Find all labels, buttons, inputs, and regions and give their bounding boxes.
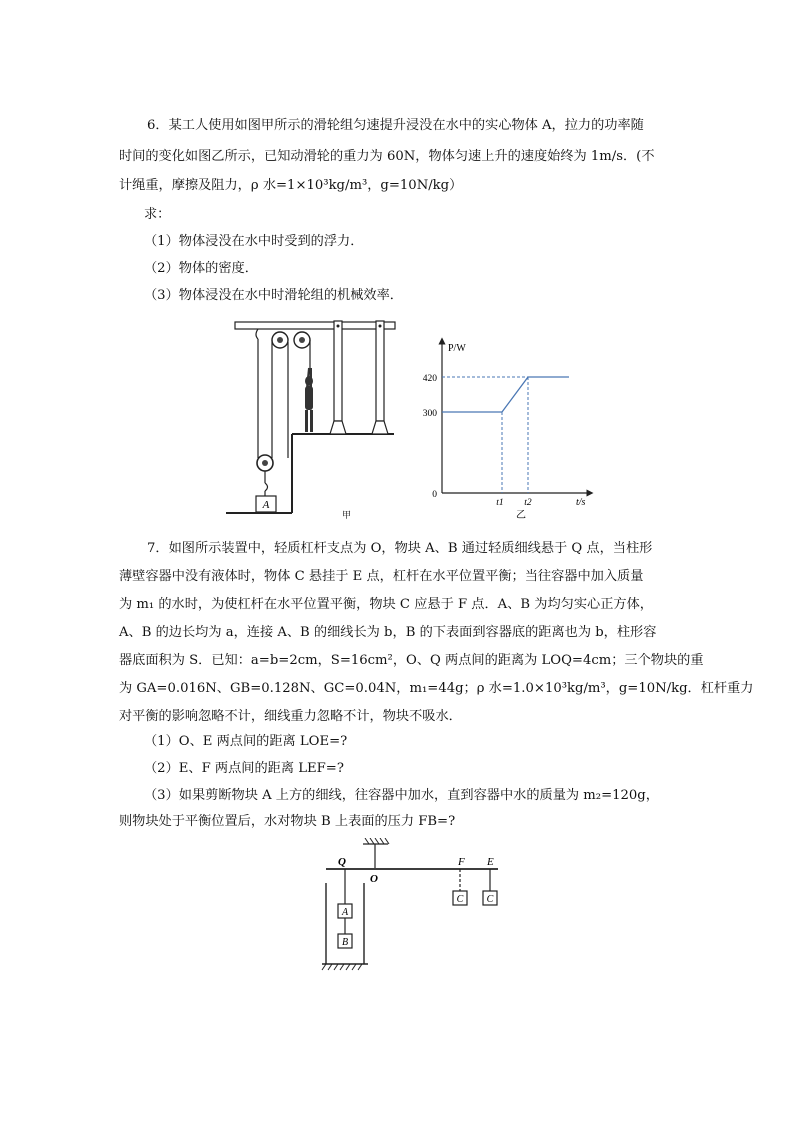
y-tick-420: 420 [422,374,437,384]
top-beam [235,322,395,329]
block-a-label: A [262,499,270,511]
figure-jia-pulley-system [222,318,402,528]
q7-line7: 对平衡的影响忽略不计，细线重力忽略不计，物块不吸水． [119,709,462,724]
q7-line1: 7．如图所示装置中，轻质杠杆支点为 O，物块 A、B 通过轻质细线悬于 Q 点，当柱形 [147,541,653,556]
worker-figure [305,368,313,432]
figure-yi-power-time-chart [412,335,602,525]
point-o-label: O [370,873,378,885]
q7-line2: 薄壁容器中没有液体时，物体 C 悬挂于 E 点，杠杆在水平位置平衡；当往容器中加入质量 [119,569,644,584]
x-tick-t2: t2 [524,498,532,508]
point-f-label: F [458,856,465,868]
y-tick-0: 0 [432,490,437,500]
post-left [334,321,342,421]
point-e-label: E [487,856,494,868]
block-c-at-f-label: C [456,894,464,905]
q6-sub2: （2）物体的密度． [144,261,258,276]
q6-line2: 时间的变化如图乙所示，已知动滑轮的重力为 60N，物体匀速上升的速度始终为 1m/s．(不 [119,149,655,164]
q7-line6: 为 GA=0.016N、GB=0.128N、GC=0.04N，m₁=44g；ρ 水=1.0×10³kg/m³，g=10N/kg．杠杆重力 [119,681,754,696]
q7-sub3: （3）如果剪断物块 A 上方的细线，往容器中加水，直到容器中水的质量为 m₂=120g， [144,788,659,803]
q6-sub1: （1）物体浸没在水中时受到的浮力． [144,234,364,249]
q7-line3: 为 m₁ 的水时，为使杠杆在水平位置平衡，物块 C 应悬于 F 点．A、B 为均匀实心正方体， [119,597,653,612]
q7-sub1: （1）O、E 两点间的距离 LOE=? [144,734,348,749]
q6-line3: 计绳重，摩擦及阻力，ρ 水=1×10³kg/m³，g=10N/kg） [119,178,463,193]
figure-yi-caption: 乙 [516,510,526,521]
series-power-line [442,377,569,412]
block-c-at-e-label: C [486,894,494,905]
x-axis-label: t/s [576,497,586,508]
q6-sub3: （3）物体浸没在水中时滑轮组的机械效率． [144,288,403,303]
q6-line1: 6．某工人使用如图甲所示的滑轮组匀速提升浸没在水中的实心物体 A，拉力的功率随 [147,118,644,133]
q6-ask: 求： [144,207,171,222]
figure-jia-caption: 甲 [342,510,352,520]
q7-line5: 器底面积为 S．已知：a=b=2cm，S=16cm²，O、Q 两点间的距离为 LOQ=4cm；三个物块的重 [119,653,704,668]
point-q-label: Q [338,856,346,868]
y-axis-label: P/W [448,343,466,354]
q7-sub2: （2）E、F 两点间的距离 LEF=? [144,761,344,776]
y-tick-300: 300 [422,409,437,419]
block-b-label: B [341,937,349,948]
post-right [376,321,384,421]
x-tick-t1: t1 [496,498,504,508]
block-a-label: A [341,907,349,918]
q7-sub3b: 则物块处于平衡位置后，水对物块 B 上表面的压力 FB=? [119,814,456,829]
figure-lever-system [318,838,508,978]
q7-line4: A、B 的边长均为 a，连接 A、B 的细线长为 b，B 的下表面到容器底的距离也为 b，柱形容 [119,625,657,640]
